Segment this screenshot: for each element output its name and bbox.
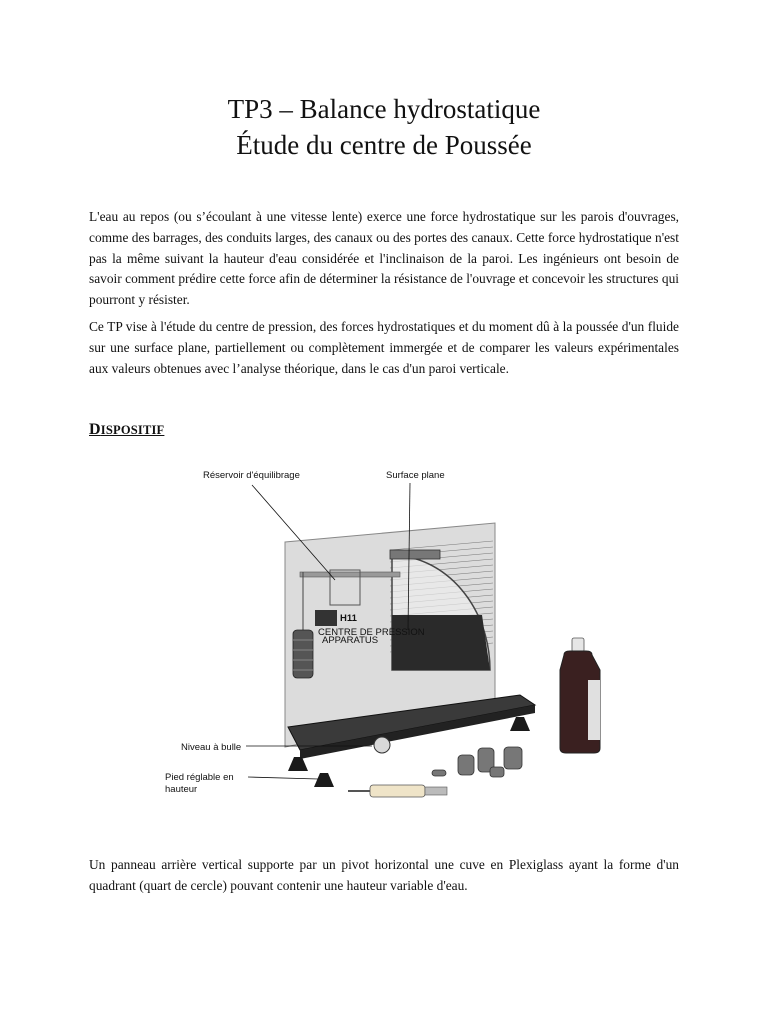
panel-text-2: APPARATUS [322,635,379,646]
heading-rest: ISPOSITIF [100,423,165,437]
label-surface: Surface plane [386,470,445,481]
balance-arm [300,572,400,577]
heading-initial: D [89,421,101,438]
page-title [0,91,768,163]
apparatus-figure [160,455,620,815]
section-heading-dispositif [89,421,164,439]
description-paragraph: Un panneau arrière vertical supporte par un pivot horizontal une cuve en Plexiglass ayant la forme d'un quadrant (quart de cercle) pouvant contenir une hauteur variable d'eau. [89,857,679,893]
loose-weights [432,747,522,777]
label-reservoir: Réservoir d'équilibrage [203,470,300,481]
panel-text-1: CENTRE DE PRESSION [318,627,425,638]
objective-paragraph: Ce TP vise à l'étude du centre de pression, des forces hydrostatiques et du moment dû à la poussée d'un fluide sur une surface plane, partiellement ou complètement immergée et de comparer les valeurs expérimentales aux valeurs obtenues avec l’analyse théorique, dans le cas d'un paroi verticale. [89,319,679,376]
title-line-2: Étude du centre de Poussée [236,130,532,160]
intro-paragraph: L'eau au repos (ou s’écoulant à une vitesse lente) exerce une force hydrostatique sur les parois d'ouvrages, comme des barrages, des conduits larges, des canaux ou des portes des canaux. Cette force hydrostatique n'est pas la même suivant la hauteur d'eau considérée et l'inclinaison de la paroi. Les ingénieurs ont besoin de savoir comment prédire cette force afin de déterminer la résistance de l'ouvrage et concevoir les structures qui pourront y résister. [89,209,679,308]
panel-code: H11 [340,613,357,624]
title-line-1: TP3 – Balance hydrostatique [227,94,541,124]
syringe [348,785,447,797]
panel-logo [315,610,337,626]
oil-bottle [560,638,600,753]
pivot-bar [390,550,440,559]
label-niveau: Niveau à bulle [181,742,242,753]
bubble-level [374,737,390,753]
water-in-tank [392,615,490,670]
label-pied-1: Pied réglable en [165,772,234,783]
label-pied-2: hauteur [165,784,198,795]
